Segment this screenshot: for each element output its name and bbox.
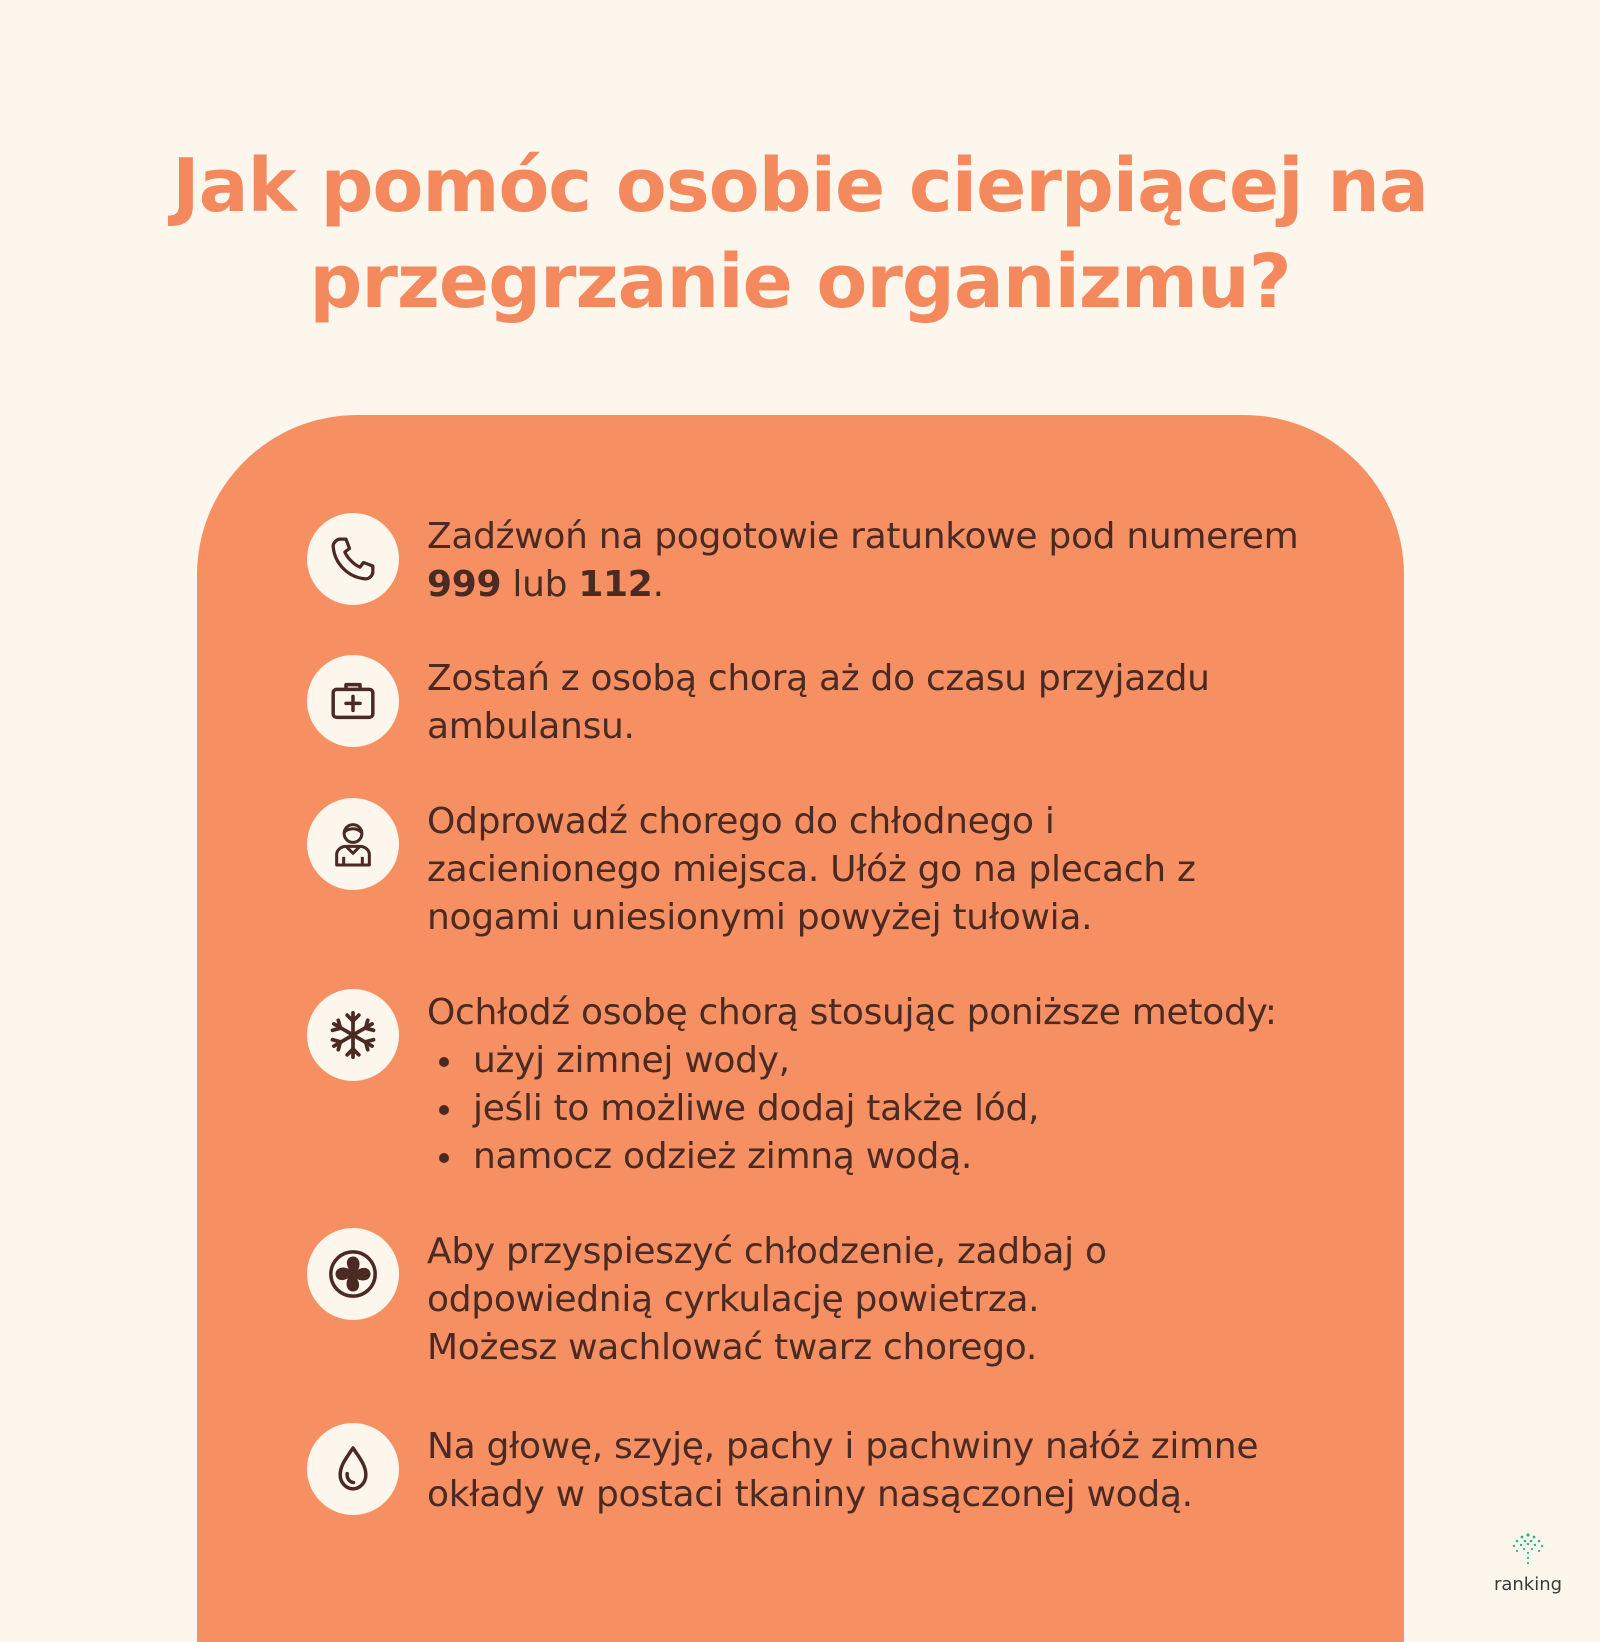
- step-move-to-shade: [307, 798, 1367, 942]
- step-line: Zadźwoń na pogotowie ratunkowe pod numerem: [427, 516, 1299, 557]
- step-text: [427, 1228, 1107, 1372]
- cooling-methods-list: [427, 1037, 1277, 1181]
- list-item: namocz odzież zimną wodą.: [427, 1133, 1277, 1181]
- step-line: zacienionego miejsca. Ułóż go na plecach z: [427, 849, 1196, 890]
- step-icon-circle: [307, 989, 399, 1081]
- step-line: Odprowadź chorego do chłodnego i: [427, 801, 1055, 842]
- snowflake-icon: [325, 1007, 381, 1063]
- emergency-number-999: 999: [427, 564, 502, 605]
- step-line: odpowiednią cyrkulację powietrza.: [427, 1279, 1040, 1320]
- step-text: [427, 798, 1196, 942]
- fan-icon: [325, 1246, 381, 1302]
- tree-dots-icon: [1508, 1532, 1548, 1568]
- step-icon-circle: [307, 1228, 399, 1320]
- step-line: Możesz wachlować twarz chorego.: [427, 1327, 1038, 1368]
- step-icon-circle: [307, 655, 399, 747]
- step-line: Ochłodź osobę chorą stosując poniższe metody:: [427, 992, 1277, 1033]
- title-line-1: Jak pomóc osobie cierpiącej na: [172, 143, 1428, 229]
- title-line-2: przegrzanie organizmu?: [309, 239, 1291, 325]
- step-line: [427, 561, 1298, 609]
- step-text: [427, 1423, 1258, 1519]
- list-item: jeśli to możliwe dodaj także lód,: [427, 1085, 1277, 1133]
- first-aid-kit-icon: [325, 673, 381, 729]
- step-line: Zostań z osobą chorą aż do czasu przyjazdu: [427, 658, 1210, 699]
- logo-text: ranking: [1493, 1574, 1563, 1595]
- step-line: nogami uniesionymi powyżej tułowia.: [427, 897, 1093, 938]
- step-line: Na głowę, szyję, pachy i pachwiny nałóż zimne: [427, 1426, 1259, 1467]
- step-text: [427, 513, 1298, 609]
- step-icon-circle: [307, 1423, 399, 1515]
- water-drop-icon: [325, 1441, 381, 1497]
- step-text: [427, 655, 1210, 751]
- list-item: użyj zimnej wody,: [427, 1037, 1277, 1085]
- connector-text: lub: [501, 564, 579, 605]
- step-icon-circle: [307, 798, 399, 890]
- step-line: Aby przyspieszyć chłodzenie, zadbaj o: [427, 1231, 1107, 1272]
- person-icon: [325, 816, 381, 872]
- step-cool-down: [307, 989, 1367, 1181]
- step-cold-compress: [307, 1423, 1367, 1519]
- emergency-number-112: 112: [578, 564, 653, 605]
- phone-icon: [325, 531, 381, 587]
- step-text: [427, 989, 1277, 1181]
- step-stay-with-patient: [307, 655, 1367, 751]
- page-title: [150, 138, 1450, 330]
- step-line: ambulansu.: [427, 706, 635, 747]
- step-air-circulation: [307, 1228, 1367, 1372]
- step-call-emergency: [307, 513, 1367, 609]
- steps-card: [197, 415, 1404, 1642]
- step-line: okłady w postaci tkaniny nasączonej wodą.: [427, 1474, 1193, 1515]
- step-icon-circle: [307, 513, 399, 605]
- ranking-logo: [1478, 1532, 1578, 1595]
- period: .: [652, 564, 664, 605]
